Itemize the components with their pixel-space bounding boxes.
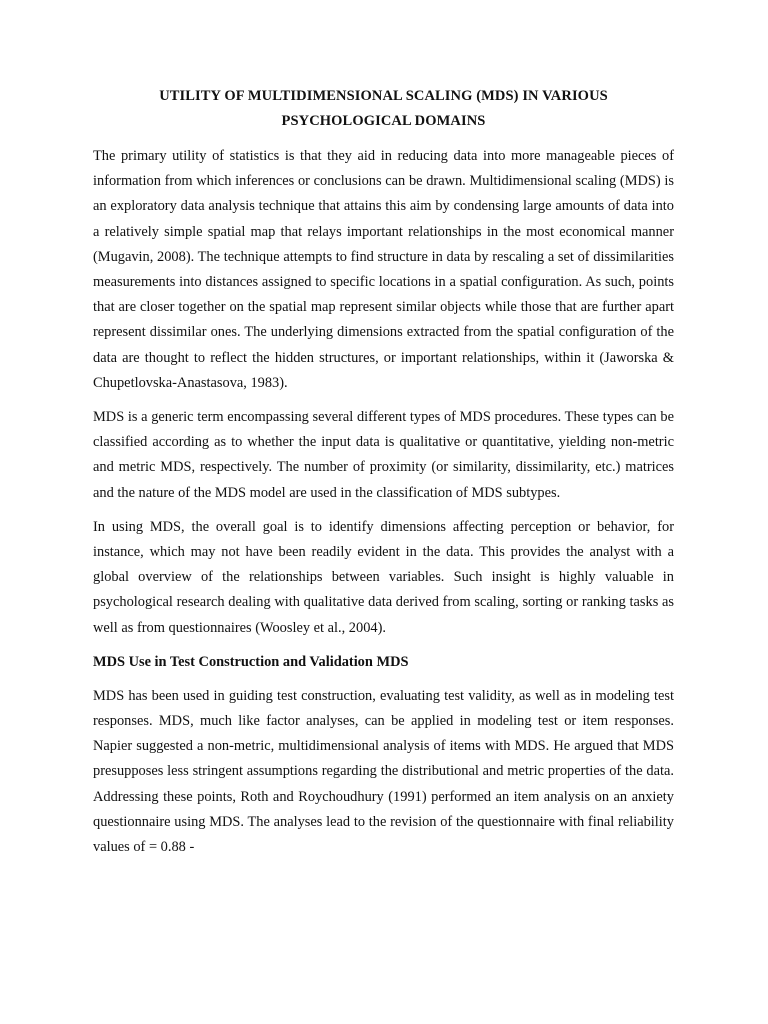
document-body bbox=[93, 84, 674, 869]
paragraph-mds-goal: In using MDS, the overall goal is to identify dimensions affecting perception or behavior, for instance, which may not have been readily evident in the data. This provides the analyst with a global overview of the relationships between variables. Such insight is highly valuable in psychological research dealing with qualitative data derived from scaling, sorting or ranking tasks as well as from questionnaires (Woosley et al., 2004). bbox=[93, 518, 674, 636]
paragraph-mds-types: MDS is a generic term encompassing several different types of MDS procedures. These types can be classified according as to whether the input data is qualitative or quantitative, yielding non-metric and metric MDS, respectively. The number of proximity (or similarity, dissimilarity, etc.) matrices and the nature of the MDS model are used in the classification of MDS subtypes. bbox=[93, 409, 674, 501]
document-title bbox=[93, 84, 674, 134]
paragraph-intro: The primary utility of statistics is that they aid in reducing data into more manageable pieces of information from which inferences or conclusions can be drawn. Multidimensional scaling (MDS) is an exploratory data analysis technique that attains this aim by condensing large amounts of data into a relatively simple spatial map that relays important relationships in the most economical manner (Mugavin, 2008). The technique attempts to find structure in data by rescaling a set of dissimilarities measurements into distances assigned to specific locations in a spatial configuration. As such, points that are closer together on the spatial map represent similar objects while those that are further apart represent dissimilar ones. The underlying dimensions extracted from the spatial configuration of the data are thought to reflect the hidden structures, or important relationships, within it (Jaworska & Chupetlovska-Anastasova, 1983). bbox=[93, 148, 674, 391]
section-heading: MDS Use in Test Construction and Validation MDS bbox=[93, 653, 409, 670]
paragraph-test-construction: MDS has been used in guiding test construction, evaluating test validity, as well as in modeling test responses. MDS, much like factor analyses, can be applied in modeling test or item responses. Napier suggested a non-metric, multidimensional analysis of items with MDS. He argued that MDS presupposes less stringent assumptions regarding the distributional and metric properties of the data. Addressing these points, Roth and Roychoudhury (1991) performed an item analysis on an anxiety questionnaire using MDS. The analyses lead to the revision of the questionnaire with final reliability values of = 0.88 - bbox=[93, 687, 674, 856]
title-line-2: PSYCHOLOGICAL DOMAINS bbox=[281, 113, 486, 129]
title-line-1: UTILITY OF MULTIDIMENSIONAL SCALING (MDS) IN VARIOUS bbox=[159, 88, 608, 104]
